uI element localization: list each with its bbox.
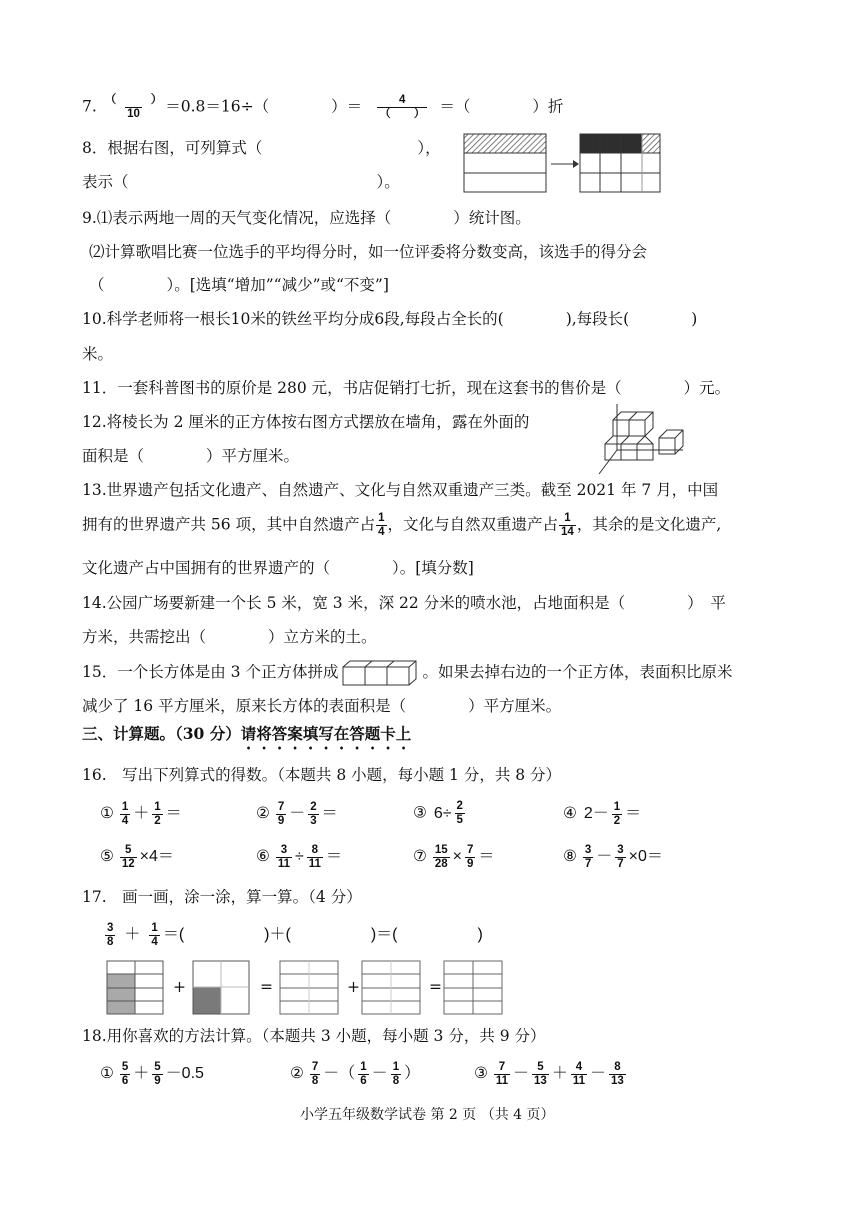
q16-item-6: ⑥ $\frac{3}{11}$ ÷ $\frac{8}{11}$ ＝	[256, 843, 342, 870]
section-3-heading: 三、计算题。（30 分）请将答案填写在答题卡上	[82, 724, 412, 743]
q11-line: 11．一套科普图书的原价是 280 元，书店促销打七折，现在这套书的售价是（ ）元。	[82, 379, 731, 397]
q18-item-3: ③ $\frac{7}{11}$ － $\frac{5}{13}$ ＋ $\frac{4}{11}$ － $\frac{8}{13}$	[474, 1060, 624, 1087]
q8-diagram	[463, 133, 663, 195]
q17-equals-2: =	[429, 978, 442, 996]
q9-line-1: 9.⑴表示两地一周的天气变化情况，应选择（ ）统计图。	[82, 209, 531, 227]
q12-line-1: 12.将棱长为 2 厘米的正方体按右图方式摆放在墙角，露在外面的	[82, 413, 530, 431]
q13-fraction-1-14: $\frac{1}{14}$	[561, 512, 574, 538]
q14-line-1: 14.公园广场要新建一个长 5 米，宽 3 米，深 22 分米的喷水池，占地面积是（ ） 平	[82, 594, 726, 612]
q7-fraction-1: $\frac{( )}{10}$	[104, 94, 163, 120]
q8-line-2: 表示（ ）。	[82, 173, 400, 191]
q13-line-2: 拥有的世界遗产共 56 项，其中自然遗产占 $\frac{1}{4}$ ，文化与自然双重遗产占 $\frac{1}{14}$ ，其余的是文化遗产,	[82, 512, 722, 538]
q17-plus-2: +	[347, 978, 360, 996]
q17-equals-1: =	[260, 978, 273, 996]
q16-item-7: ⑦ $\frac{15}{28}$ × $\frac{7}{9}$ ＝	[413, 843, 495, 870]
page-footer: 小学五年级数学试卷 第 2 页 （共 4 页）	[300, 1107, 555, 1123]
q10-line-1: 10.科学老师将一根长10米的铁丝平均分成6段,每段占全长的( ),每段长( )	[82, 310, 698, 328]
q16-item-5: ⑤ $\frac{5}{12}$ ×4＝	[100, 843, 174, 870]
q14-line-2: 方米，共需挖出（ ）立方米的土。	[82, 628, 377, 646]
q16-item-3: ③ 6÷ $\frac{2}{5}$	[413, 800, 463, 826]
q18-title: 18.用你喜欢的方法计算。（本题共 3 小题，每小题 3 分，共 9 分）	[82, 1027, 546, 1045]
q17-plus-1: +	[173, 978, 186, 996]
q9-line-2: ⑵计算歌唱比赛一位选手的平均得分时，如一位评委将分数变高，该选手的得分会	[89, 243, 648, 261]
q18-item-2: ② $\frac{7}{8}$ －（ $\frac{1}{6}$ － $\frac{1}{8}$ ）	[290, 1060, 421, 1087]
q7-line: 7. $\frac{( )}{10}$ ＝0.8＝16÷（ ）＝ $\frac{4}{( )}$ ＝（ ）折	[82, 94, 564, 120]
q13-line-3: 文化遗产占中国拥有的世界遗产的（ ）。[填分数]	[82, 559, 474, 577]
q16-item-4: ④ 2－ $\frac{1}{2}$ ＝	[563, 800, 642, 827]
q15-cuboid-diagram	[342, 660, 418, 686]
q9-line-3: （ ）。[选填“增加”“减少”或“不变”]	[89, 276, 389, 294]
q7-fraction-2: $\frac{4}{( )}$	[379, 94, 426, 120]
q15-line-1: 15．一个长方体是由 3 个正方体拼成 。如果去掉右边的一个正方体，表面积比原米	[82, 660, 732, 686]
q12-line-2: 面积是（ ）平方厘米。	[82, 447, 300, 465]
q10-line-2: 米。	[82, 345, 114, 363]
q18-item-1: ① $\frac{5}{6}$ ＋ $\frac{5}{9}$ －0.5	[100, 1060, 204, 1087]
q13-line-1: 13.世界遗产包括文化遗产、自然遗产、文化与自然双重遗产三类。截至 2021 年 7 月，中国	[82, 481, 719, 499]
q13-fraction-1-4: $\frac{1}{4}$	[378, 512, 385, 538]
q17-drawing-grids	[106, 960, 506, 1016]
q12-cube-diagram	[595, 404, 685, 478]
q17-expression: $\frac{3}{8}$ ＋ $\frac{1}{4}$ ＝( )＋( )＝( )	[107, 921, 483, 948]
q16-item-8: ⑧ $\frac{3}{7}$ － $\frac{3}{7}$ ×0＝	[563, 843, 663, 870]
q16-item-1: ① $\frac{1}{4}$ ＋ $\frac{1}{2}$ ＝	[100, 800, 182, 827]
q17-title: 17. 画一画，涂一涂，算一算。（4 分）	[82, 888, 362, 906]
q15-line-2: 减少了 16 平方厘米，原来长方体的表面积是（ ）平方厘米。	[82, 697, 562, 715]
q8-line-1: 8．根据右图，可列算式（ ），	[82, 139, 441, 157]
q16-title: 16. 写出下列算式的得数。（本题共 8 小题，每小题 1 分，共 8 分）	[82, 766, 562, 784]
q16-item-2: ② $\frac{7}{9}$ － $\frac{2}{3}$ ＝	[256, 800, 338, 827]
